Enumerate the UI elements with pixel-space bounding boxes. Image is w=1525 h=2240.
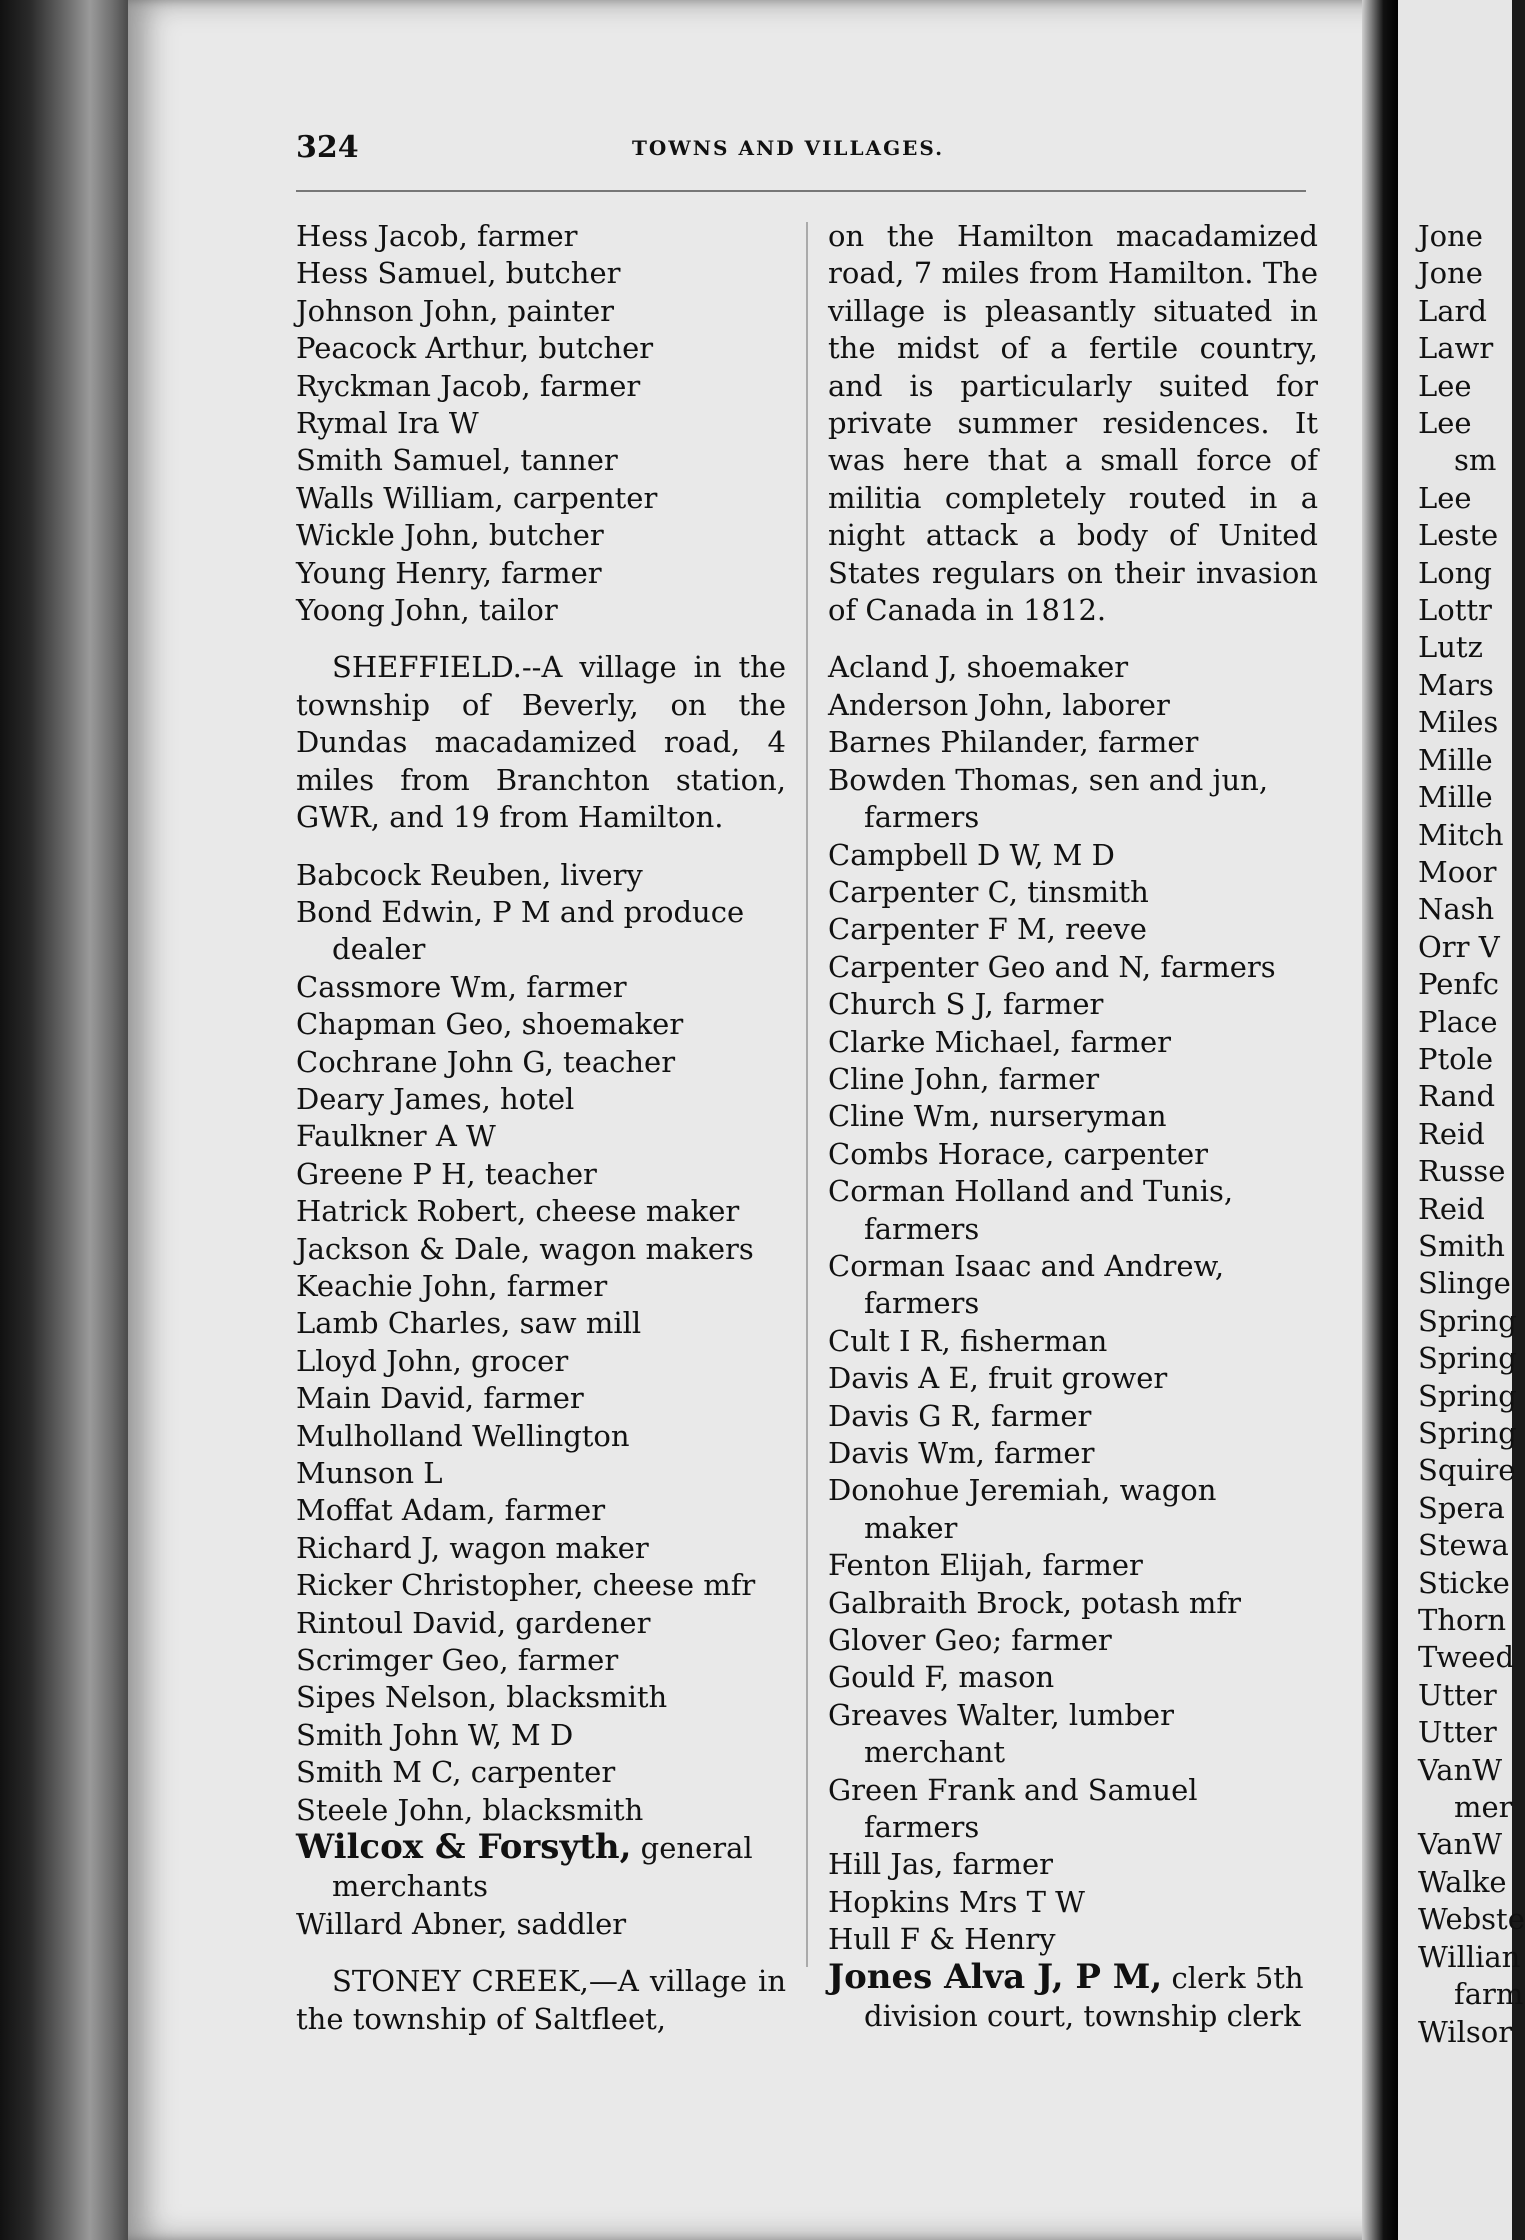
entry-name: Main David, xyxy=(296,1381,475,1416)
directory-entry xyxy=(828,1921,1318,1958)
directory-entry xyxy=(828,986,1318,1023)
facing-page-fragment: farm xyxy=(1454,1977,1524,2012)
facing-page-fragment: VanW xyxy=(1418,1752,1503,1787)
entry-name: Hatrick Robert, xyxy=(296,1194,527,1229)
directory-entry xyxy=(296,1231,786,1268)
facing-page-fragment: Russe xyxy=(1418,1154,1506,1189)
entry-name: Clarke Michael, xyxy=(828,1024,1062,1059)
entry-occupation: tailor xyxy=(469,593,558,628)
entry-occupation: wagon makers xyxy=(530,1231,754,1266)
entry-name: Rintoul David, xyxy=(296,1605,507,1640)
facing-page-fragment: Walke xyxy=(1418,1864,1507,1899)
directory-entry xyxy=(296,293,786,330)
directory-entry xyxy=(296,1418,786,1455)
entry-occupation: butcher xyxy=(529,331,654,366)
facing-page-fragment: Wilsor xyxy=(1418,2014,1513,2049)
facing-page-fragment: Orr V xyxy=(1418,929,1500,964)
entry-occupation: mason xyxy=(949,1660,1055,1695)
directory-entry xyxy=(296,1492,786,1529)
entry-occupation: farmer xyxy=(474,1381,584,1416)
directory-entry xyxy=(828,1248,1318,1323)
directory-entry xyxy=(828,1772,1318,1847)
facing-page-fragment: Willian xyxy=(1418,1939,1521,1974)
directory-entry xyxy=(296,1156,786,1193)
entry-name: Chapman Geo, xyxy=(296,1007,513,1042)
entry-occupation: wagon maker xyxy=(864,1473,1217,1545)
directory-entry xyxy=(296,1006,786,1043)
entry-occupation: farmers xyxy=(864,1286,980,1321)
entry-name: Corman Holland and Tunis, xyxy=(828,1174,1234,1209)
facing-page-fragment: VanW xyxy=(1418,1827,1503,1862)
directory-list xyxy=(296,857,786,1830)
directory-entry xyxy=(828,1846,1318,1883)
directory-entry xyxy=(296,1044,786,1081)
entry-occupation: butcher xyxy=(496,256,621,291)
entry-name: Green Frank and Samuel xyxy=(828,1772,1198,1807)
facing-page-fragment: Spera xyxy=(1418,1490,1505,1525)
entry-name: Wickle John, xyxy=(296,518,480,553)
entry-occupation: hotel xyxy=(490,1081,575,1116)
entry-occupation: farmer xyxy=(497,1268,608,1303)
directory-list xyxy=(828,649,1318,1958)
entry-occupation: carpenter xyxy=(461,1755,616,1790)
directory-entry xyxy=(296,1829,786,1906)
directory-entry xyxy=(296,1268,786,1305)
entry-name: Hopkins Mrs T W xyxy=(828,1884,1085,1919)
directory-entry xyxy=(296,405,786,442)
entry-name: Mulholland Wellington xyxy=(296,1418,630,1453)
entry-name: Rymal Ira W xyxy=(296,406,479,441)
facing-page-fragment: Sticke xyxy=(1418,1565,1510,1600)
facing-page-fragment: Rand xyxy=(1418,1079,1496,1114)
entry-name: Davis A E, xyxy=(828,1361,979,1396)
directory-entry xyxy=(296,1530,786,1567)
entry-name: Greene P H, xyxy=(296,1156,476,1191)
entry-name: Cult I R, xyxy=(828,1323,951,1358)
entry-name: Deary James, xyxy=(296,1081,491,1116)
entry-occupation: fisherman xyxy=(950,1323,1108,1358)
entry-name: Lloyd John, xyxy=(296,1343,462,1378)
entry-name: Carpenter C, xyxy=(828,874,1019,909)
directory-entry xyxy=(296,1305,786,1342)
directory-entry xyxy=(296,517,786,554)
facing-page-fragment: Mille xyxy=(1418,780,1493,815)
directory-entry xyxy=(828,1697,1318,1772)
entry-occupation: farmer xyxy=(1061,1024,1172,1059)
facing-page-fragments xyxy=(1418,218,1525,2051)
directory-entry xyxy=(296,368,786,405)
entry-name: Ricker Christopher, xyxy=(296,1568,584,1603)
entry-occupation: teacher xyxy=(553,1044,676,1079)
header-rule xyxy=(296,190,1306,192)
entry-occupation: farmers xyxy=(1151,949,1276,984)
entry-name: Donohue Jeremiah, xyxy=(828,1473,1111,1508)
directory-entry xyxy=(296,1193,786,1230)
facing-page-fragment: Nash xyxy=(1418,892,1495,927)
facing-page-fragment: Leste xyxy=(1418,518,1499,553)
entry-occupation: blacksmith xyxy=(473,1792,644,1827)
entry-occupation: butcher xyxy=(479,518,604,553)
directory-entry xyxy=(296,592,786,629)
facing-page-fragment: Reid xyxy=(1418,1116,1485,1151)
entry-occupation: blacksmith xyxy=(497,1680,668,1715)
entry-occupation: teacher xyxy=(475,1156,597,1191)
entry-occupation: farmers xyxy=(864,1211,980,1246)
entry-occupation: gardener xyxy=(506,1605,651,1640)
entry-occupation: general merchants xyxy=(332,1831,753,1904)
page-gutter xyxy=(1362,0,1398,2240)
directory-entry xyxy=(828,874,1318,911)
entry-occupation: cheese maker xyxy=(526,1194,740,1229)
entry-name: Scrimger Geo, xyxy=(296,1643,509,1678)
facing-page-fragment: Webste xyxy=(1418,1902,1525,1937)
directory-entry xyxy=(828,1472,1318,1547)
entry-occupation: carpenter xyxy=(503,480,658,515)
entry-name: Cassmore Wm, xyxy=(296,969,517,1004)
directory-entry xyxy=(828,1360,1318,1397)
entry-name: Corman Isaac and Andrew, xyxy=(828,1248,1225,1283)
entry-name: Steele John, xyxy=(296,1792,474,1827)
entry-name: Richard J, xyxy=(296,1530,441,1565)
entry-occupation: nurseryman xyxy=(980,1099,1167,1134)
entry-name: Wilcox & Forsyth, xyxy=(296,1827,632,1868)
facing-page-fragment: Ptole xyxy=(1418,1041,1494,1076)
entry-occupation: farmer xyxy=(984,1436,1095,1470)
entry-occupation: reeve xyxy=(1055,912,1147,947)
left-column xyxy=(296,218,786,2038)
facing-page-fragment: Lee xyxy=(1418,406,1472,441)
facing-page-fragment: Utter xyxy=(1418,1677,1497,1712)
entry-name: Bowden Thomas, xyxy=(828,762,1080,797)
entry-occupation: farmer xyxy=(981,1398,1092,1433)
entry-name: Sipes Nelson, xyxy=(296,1680,498,1715)
facing-page-fragment: Penfc xyxy=(1418,967,1500,1002)
entry-name: Smith Samuel, xyxy=(296,443,512,478)
directory-entry xyxy=(296,1906,786,1943)
directory-entry xyxy=(296,1605,786,1642)
entry-name: Hull F & Henry xyxy=(828,1922,1056,1957)
directory-entry xyxy=(828,1323,1318,1360)
facing-page-fragment: Lee xyxy=(1418,368,1472,403)
entry-name: Keachie John, xyxy=(296,1268,498,1303)
directory-entry xyxy=(296,255,786,292)
entry-occupation: tinsmith xyxy=(1018,874,1149,909)
directory-entry xyxy=(296,857,786,894)
entry-occupation: tanner xyxy=(511,443,618,478)
entry-occupation: farmer xyxy=(516,969,627,1004)
facing-page-fragment: Mille xyxy=(1418,742,1493,777)
entry-occupation: farmer xyxy=(943,1847,1053,1882)
facing-page-fragment: Tweed xyxy=(1418,1640,1515,1675)
facing-page-fragment: Lottr xyxy=(1418,593,1492,628)
entry-name: Hess Jacob, xyxy=(296,219,468,253)
entry-name: Cochrane John G, xyxy=(296,1044,554,1079)
facing-page-fragment: Moor xyxy=(1418,854,1497,889)
entry-name: Smith John W, xyxy=(296,1717,502,1752)
entry-occupation: clerk 5th division court, township clerk xyxy=(864,1960,1304,2034)
entry-occupation: farmer xyxy=(1033,1548,1143,1583)
facing-page-fragment: Utter xyxy=(1418,1715,1497,1750)
facing-page-fragment: Reid xyxy=(1418,1191,1485,1226)
entry-name: Hill Jas, xyxy=(828,1847,944,1882)
entry-occupation: P M and produce dealer xyxy=(332,894,745,967)
directory-entry xyxy=(296,1679,786,1716)
directory-entry xyxy=(296,1081,786,1118)
entry-name: Carpenter Geo and N, xyxy=(828,949,1152,984)
facing-page-fragment: Place xyxy=(1418,1004,1498,1039)
entry-name: Anderson John, xyxy=(828,687,1054,722)
directory-entry xyxy=(296,218,786,255)
directory-entry xyxy=(296,1567,786,1604)
facing-page-fragment: mer xyxy=(1454,1790,1513,1825)
directory-entry xyxy=(296,442,786,479)
entry-name: Babcock Reuben, xyxy=(296,857,552,892)
directory-entry xyxy=(828,1136,1318,1173)
entry-name: Lamb Charles, xyxy=(296,1306,511,1341)
directory-entry xyxy=(296,480,786,517)
entry-occupation: farmer xyxy=(1002,1623,1112,1658)
entry-name: Acland J, xyxy=(828,650,958,685)
right-column xyxy=(828,218,1318,2036)
facing-page xyxy=(1398,0,1525,2240)
entry-occupation: farmer xyxy=(530,368,641,403)
entry-name: Galbraith Brock, xyxy=(828,1585,1072,1620)
facing-page-fragment: sm xyxy=(1454,443,1497,478)
entry-occupation: shoemaker xyxy=(957,650,1129,685)
stoney-creek-description: STONEY CREEK,—A village in the township of Saltfleet, xyxy=(296,1964,786,2036)
entry-name: Hess Samuel, xyxy=(296,256,497,291)
directory-entry xyxy=(296,1642,786,1679)
directory-entry xyxy=(828,1659,1318,1696)
directory-entry xyxy=(296,894,786,969)
sheffield-description: SHEFFIELD.--A village in the township of Beverly, on the Dundas macadamized road, 4 miles from Branchton station, GWR, and 19 from Hamilton. xyxy=(296,650,786,835)
directory-entry xyxy=(296,1717,786,1754)
directory-entry xyxy=(828,724,1318,761)
facing-page-fragment: Lawr xyxy=(1418,331,1494,366)
entry-occupation: M D xyxy=(501,1717,574,1752)
entry-name: Johnson John, xyxy=(296,293,499,328)
facing-page-fragment: Lard xyxy=(1418,293,1487,328)
column-rule xyxy=(806,222,808,1967)
directory-entry xyxy=(828,1547,1318,1584)
directory-entry xyxy=(828,1956,1318,2036)
entry-occupation: lumber merchant xyxy=(864,1697,1174,1770)
entry-name: Campbell D W, xyxy=(828,837,1044,872)
facing-page-fragment: Jone xyxy=(1418,219,1483,253)
directory-entry xyxy=(828,1098,1318,1135)
facing-page-fragment: Miles xyxy=(1418,705,1499,740)
facing-page-fragment: Long xyxy=(1418,555,1492,590)
entry-name: Walls William, xyxy=(296,480,504,515)
entry-name: Carpenter F M, xyxy=(828,912,1056,947)
facing-page-fragment: Spring xyxy=(1418,1416,1517,1450)
entry-occupation: livery xyxy=(551,857,643,892)
stoney-creek-continuation: on the Hamilton macadamized road, 7 miles from Hamilton. The village is pleasantly situated in the midst of a fertile country, and is particularly suited for private summer residences. It was here that a small force of militia completely routed in a night attack a body of United States regulars on their invasion of Canada in 1812. xyxy=(828,219,1318,628)
directory-entry xyxy=(828,1061,1318,1098)
entry-occupation: farmer xyxy=(993,987,1104,1022)
entry-occupation: farmers xyxy=(864,1810,980,1845)
running-head: TOWNS AND VILLAGES. xyxy=(632,136,945,160)
entry-occupation: potash mfr xyxy=(1071,1585,1241,1620)
directory-entry xyxy=(296,330,786,367)
directory-entry xyxy=(828,1398,1318,1435)
entry-occupation: farmer xyxy=(495,1493,606,1528)
entry-name: Jones Alva J, P M, xyxy=(828,1956,1163,1997)
entry-name: Davis G R, xyxy=(828,1398,982,1433)
entry-name: Cline Wm, xyxy=(828,1099,981,1134)
page-header xyxy=(296,130,1306,170)
directory-entry xyxy=(296,1343,786,1380)
directory-entry xyxy=(296,1792,786,1829)
directory-entry xyxy=(828,1024,1318,1061)
directory-entry xyxy=(296,555,786,592)
directory-entry xyxy=(828,837,1318,874)
entry-occupation: carpenter xyxy=(1054,1136,1209,1171)
directory-entry xyxy=(828,1585,1318,1622)
entry-name: Combs Horace, xyxy=(828,1136,1055,1171)
entry-name: Peacock Arthur, xyxy=(296,331,530,366)
directory-entry xyxy=(828,687,1318,724)
entry-occupation: farmer xyxy=(467,219,578,253)
facing-page-fragment: Thorn xyxy=(1418,1603,1507,1638)
facing-page-fragment: Jone xyxy=(1418,256,1483,291)
directory-entry xyxy=(828,1435,1318,1472)
entry-occupation: farmer xyxy=(1088,725,1199,760)
entry-occupation: saw mill xyxy=(510,1306,642,1341)
entry-occupation: fruit grower xyxy=(978,1361,1168,1396)
entry-name: Jackson & Dale, xyxy=(296,1231,531,1266)
entry-occupation: cheese mfr xyxy=(583,1568,756,1603)
facing-page-fragment: Smith xyxy=(1418,1228,1505,1263)
facing-page-fragment: Stewa xyxy=(1418,1528,1509,1563)
entry-name: Munson L xyxy=(296,1456,443,1490)
facing-page-fragment: Spring xyxy=(1418,1378,1517,1413)
entry-occupation: farmer xyxy=(508,1643,619,1678)
page-number: 324 xyxy=(296,130,359,165)
facing-page-fragment: Lee xyxy=(1418,480,1472,515)
directory-entry xyxy=(296,969,786,1006)
entry-occupation: farmer xyxy=(491,555,602,590)
entry-occupation: wagon maker xyxy=(440,1530,649,1565)
entry-name: Church S J, xyxy=(828,987,994,1022)
directory-entry xyxy=(828,762,1318,837)
facing-page-fragment: Spring xyxy=(1418,1341,1517,1376)
facing-page-fragment: Mitch xyxy=(1418,817,1504,852)
entry-name: Barnes Philander, xyxy=(828,725,1089,760)
entry-name: Davis Wm, xyxy=(828,1436,985,1470)
entry-occupation: saddler xyxy=(507,1906,627,1941)
directory-entry xyxy=(828,1173,1318,1248)
entry-name: Smith M C, xyxy=(296,1755,462,1790)
entry-occupation: painter xyxy=(498,293,615,328)
directory-entry xyxy=(296,1754,786,1791)
directory-entry xyxy=(296,1380,786,1417)
facing-page-fragment: Mars xyxy=(1418,667,1494,702)
entry-name: Willard Abner, xyxy=(296,1906,508,1941)
entry-name: Bond Edwin, xyxy=(296,894,483,929)
directory-entry xyxy=(296,1118,786,1155)
entry-name: Glover Geo; xyxy=(828,1623,1003,1658)
facing-page-fragment: Spring xyxy=(1418,1303,1517,1338)
facing-page-fragment: Squire xyxy=(1418,1453,1516,1488)
directory-entry xyxy=(828,1622,1318,1659)
entry-occupation: laborer xyxy=(1053,687,1170,722)
entry-name: Young Henry, xyxy=(296,555,492,590)
directory-list xyxy=(296,218,786,629)
entry-name: Greaves Walter, xyxy=(828,1697,1060,1732)
entry-occupation: farmer xyxy=(989,1061,1100,1096)
entry-name: Ryckman Jacob, xyxy=(296,368,531,403)
entry-name: Fenton Elijah, xyxy=(828,1548,1034,1583)
entry-name: Faulkner A W xyxy=(296,1119,496,1154)
entry-name: Yoong John, xyxy=(296,593,470,628)
directory-entry xyxy=(296,1455,786,1492)
entry-occupation: M D xyxy=(1043,837,1115,872)
directory-entry xyxy=(828,649,1318,686)
directory-entry xyxy=(828,949,1318,986)
directory-entry xyxy=(828,1884,1318,1921)
facing-page-fragment: Lutz xyxy=(1418,630,1483,665)
entry-occupation: grocer xyxy=(461,1343,569,1378)
entry-name: Cline John, xyxy=(828,1061,990,1096)
entry-name: Gould F, xyxy=(828,1660,950,1695)
entry-name: Moffat Adam, xyxy=(296,1493,496,1528)
facing-page-fragment: Slinge xyxy=(1418,1266,1511,1301)
entry-occupation: shoemaker xyxy=(512,1007,684,1042)
directory-entry xyxy=(828,911,1318,948)
entry-occupation: sen and jun, farmers xyxy=(864,762,1269,835)
